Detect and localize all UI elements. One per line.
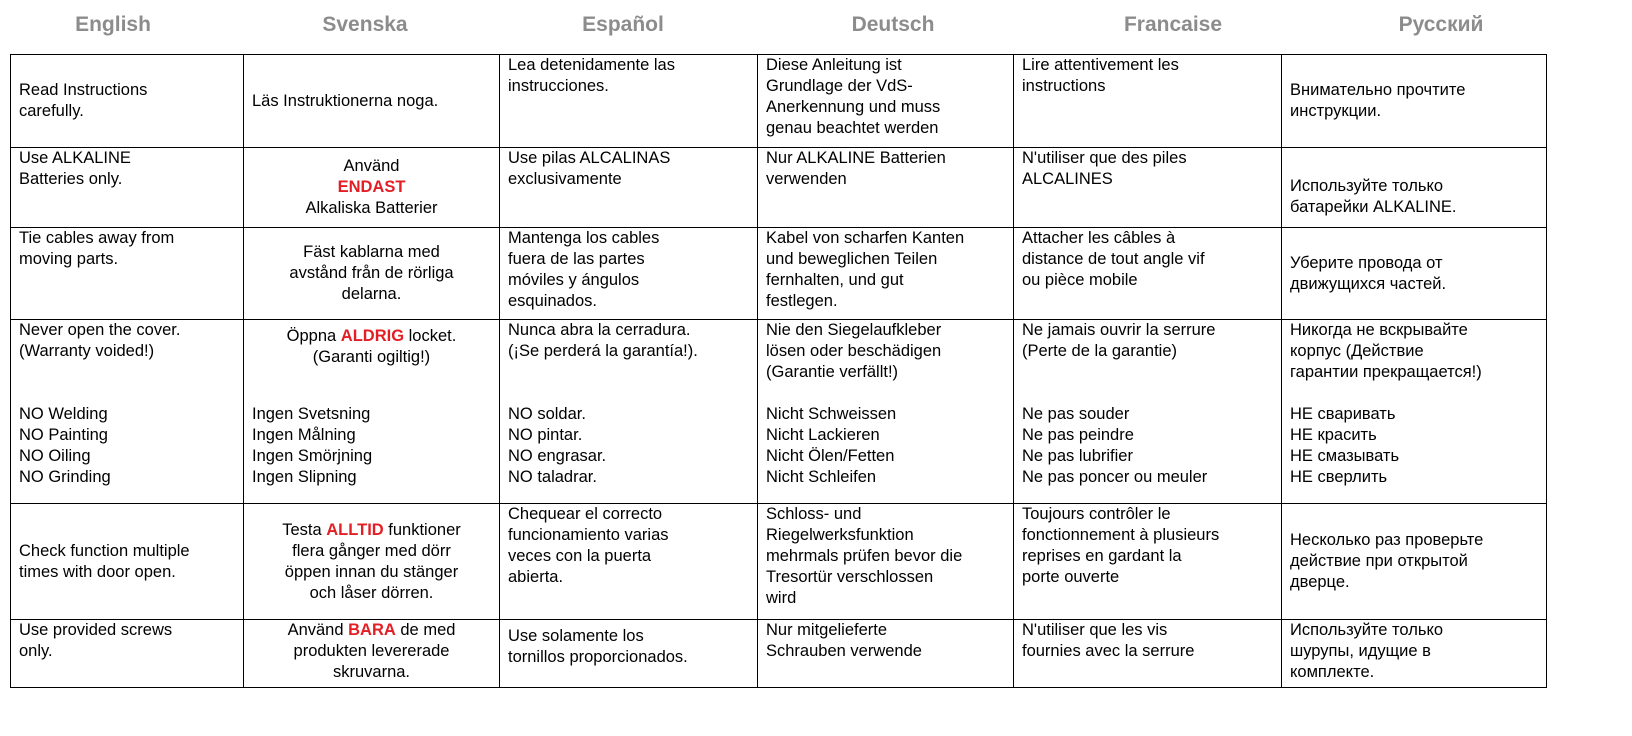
cell-deutsch: Schloss- und Riegelwerksfunktion mehrmals prüfen bevor die Tresortür verschlossen wird bbox=[758, 504, 1014, 620]
cell-russian: Никогда не вскрывайте корпус (Действие гарантии прекращается!) НЕ сваривать НЕ красить НЕ смазывать НЕ сверлить bbox=[1282, 320, 1547, 504]
instructions-table bbox=[10, 54, 1547, 688]
table-row bbox=[11, 620, 1547, 688]
cell-russian: Несколько раз проверьте действие при открытой дверце. bbox=[1282, 504, 1547, 620]
header-svenska: Svenska bbox=[322, 13, 408, 36]
cell-espanol: Use pilas ALCALINAS exclusivamente bbox=[500, 148, 758, 228]
cell-francaise: Ne jamais ouvrir la serrure (Perte de la garantie) Ne pas souder Ne pas peindre Ne pas lubrifier Ne pas poncer ou meuler bbox=[1014, 320, 1282, 504]
emphasis-text: ALLTID bbox=[326, 520, 384, 539]
cell-espanol: Use solamente los tornillos proporcionados. bbox=[500, 620, 758, 688]
header-russian: Русский bbox=[1398, 13, 1484, 36]
table-row bbox=[11, 504, 1547, 620]
cell-deutsch: Kabel von scharfen Kanten und beweglichen Teilen fernhalten, und gut festlegen. bbox=[758, 228, 1014, 320]
cell-english: Tie cables away from moving parts. bbox=[11, 228, 244, 320]
cell-francaise: N'utiliser que des piles ALCALINES bbox=[1014, 148, 1282, 228]
cell-espanol: Nunca abra la cerradura. (¡Se perderá la garantía!). NO soldar. NO pintar. NO engrasar. NO taladrar. bbox=[500, 320, 758, 504]
cell-english: Use ALKALINE Batteries only. bbox=[11, 148, 244, 228]
emphasis-text: ALDRIG bbox=[340, 327, 405, 345]
table-row bbox=[11, 228, 1547, 320]
emphasis-text: ENDAST bbox=[337, 178, 406, 196]
cell-russian: Внимательно прочтите инструкции. bbox=[1282, 55, 1547, 148]
cell-russian: Используйте только шурупы, идущие в комплекте. bbox=[1282, 620, 1547, 688]
cell-deutsch: Nie den Siegelaufkleber lösen oder beschädigen (Garantie verfällt!) Nicht Schweissen Nicht Lackieren Nicht Ölen/Fetten Nicht Schleifen bbox=[758, 320, 1014, 504]
cell-deutsch: Nur ALKALINE Batterien verwenden bbox=[758, 148, 1014, 228]
cell-english: Use provided screws only. bbox=[11, 620, 244, 688]
cell-espanol: Mantenga los cables fuera de las partes móviles y ángulos esquinados. bbox=[500, 228, 758, 320]
cell-russian: Используйте только батарейки ALKALINE. bbox=[1282, 148, 1547, 228]
cell-francaise: Lire attentivement les instructions bbox=[1014, 55, 1282, 148]
cell-svenska: Testa ALLTID funktioner flera gånger med dörr öppen innan du stänger och låser dörren. bbox=[244, 504, 500, 620]
table-row bbox=[11, 148, 1547, 228]
cell-francaise: Toujours contrôler le fonctionnement à plusieurs reprises en gardant la porte ouverte bbox=[1014, 504, 1282, 620]
cell-svenska: Öppna ALDRIG locket. (Garanti ogiltig!) Ingen Svetsning Ingen Målning Ingen Smörjning Ingen Slipning bbox=[244, 320, 500, 504]
cell-deutsch: Diese Anleitung ist Grundlage der VdS- Anerkennung und muss genau beachtet werden bbox=[758, 55, 1014, 148]
cell-deutsch: Nur mitgelieferte Schrauben verwende bbox=[758, 620, 1014, 688]
cell-svenska: Använd ENDAST Alkaliska Batterier bbox=[244, 148, 500, 228]
cell-francaise: N'utiliser que les vis fournies avec la serrure bbox=[1014, 620, 1282, 688]
header-francaise: Francaise bbox=[1123, 13, 1223, 36]
header-deutsch: Deutsch bbox=[851, 13, 935, 36]
cell-english: Never open the cover. (Warranty voided!) NO Welding NO Painting NO Oiling NO Grinding bbox=[11, 320, 244, 504]
header-english: English bbox=[75, 13, 151, 36]
cell-russian: Уберите провода от движущихся частей. bbox=[1282, 228, 1547, 320]
cell-svenska: Läs Instruktionerna noga. bbox=[244, 55, 500, 148]
header-espanol: Español bbox=[582, 13, 664, 36]
table-row bbox=[11, 55, 1547, 148]
language-header-row bbox=[0, 0, 1632, 48]
emphasis-text: BARA bbox=[348, 621, 396, 639]
cell-francaise: Attacher les câbles à distance de tout angle vif ou pièce mobile bbox=[1014, 228, 1282, 320]
cell-english: Read Instructions carefully. bbox=[11, 55, 244, 148]
cell-espanol: Chequear el correcto funcionamiento varias veces con la puerta abierta. bbox=[500, 504, 758, 620]
cell-espanol: Lea detenidamente las instrucciones. bbox=[500, 55, 758, 148]
cell-english: Check function multiple times with door open. bbox=[11, 504, 244, 620]
cell-svenska: Fäst kablarna med avstånd från de rörliga delarna. bbox=[244, 228, 500, 320]
table-row bbox=[11, 320, 1547, 504]
cell-svenska: Använd BARA de med produkten levererade skruvarna. bbox=[244, 620, 500, 688]
